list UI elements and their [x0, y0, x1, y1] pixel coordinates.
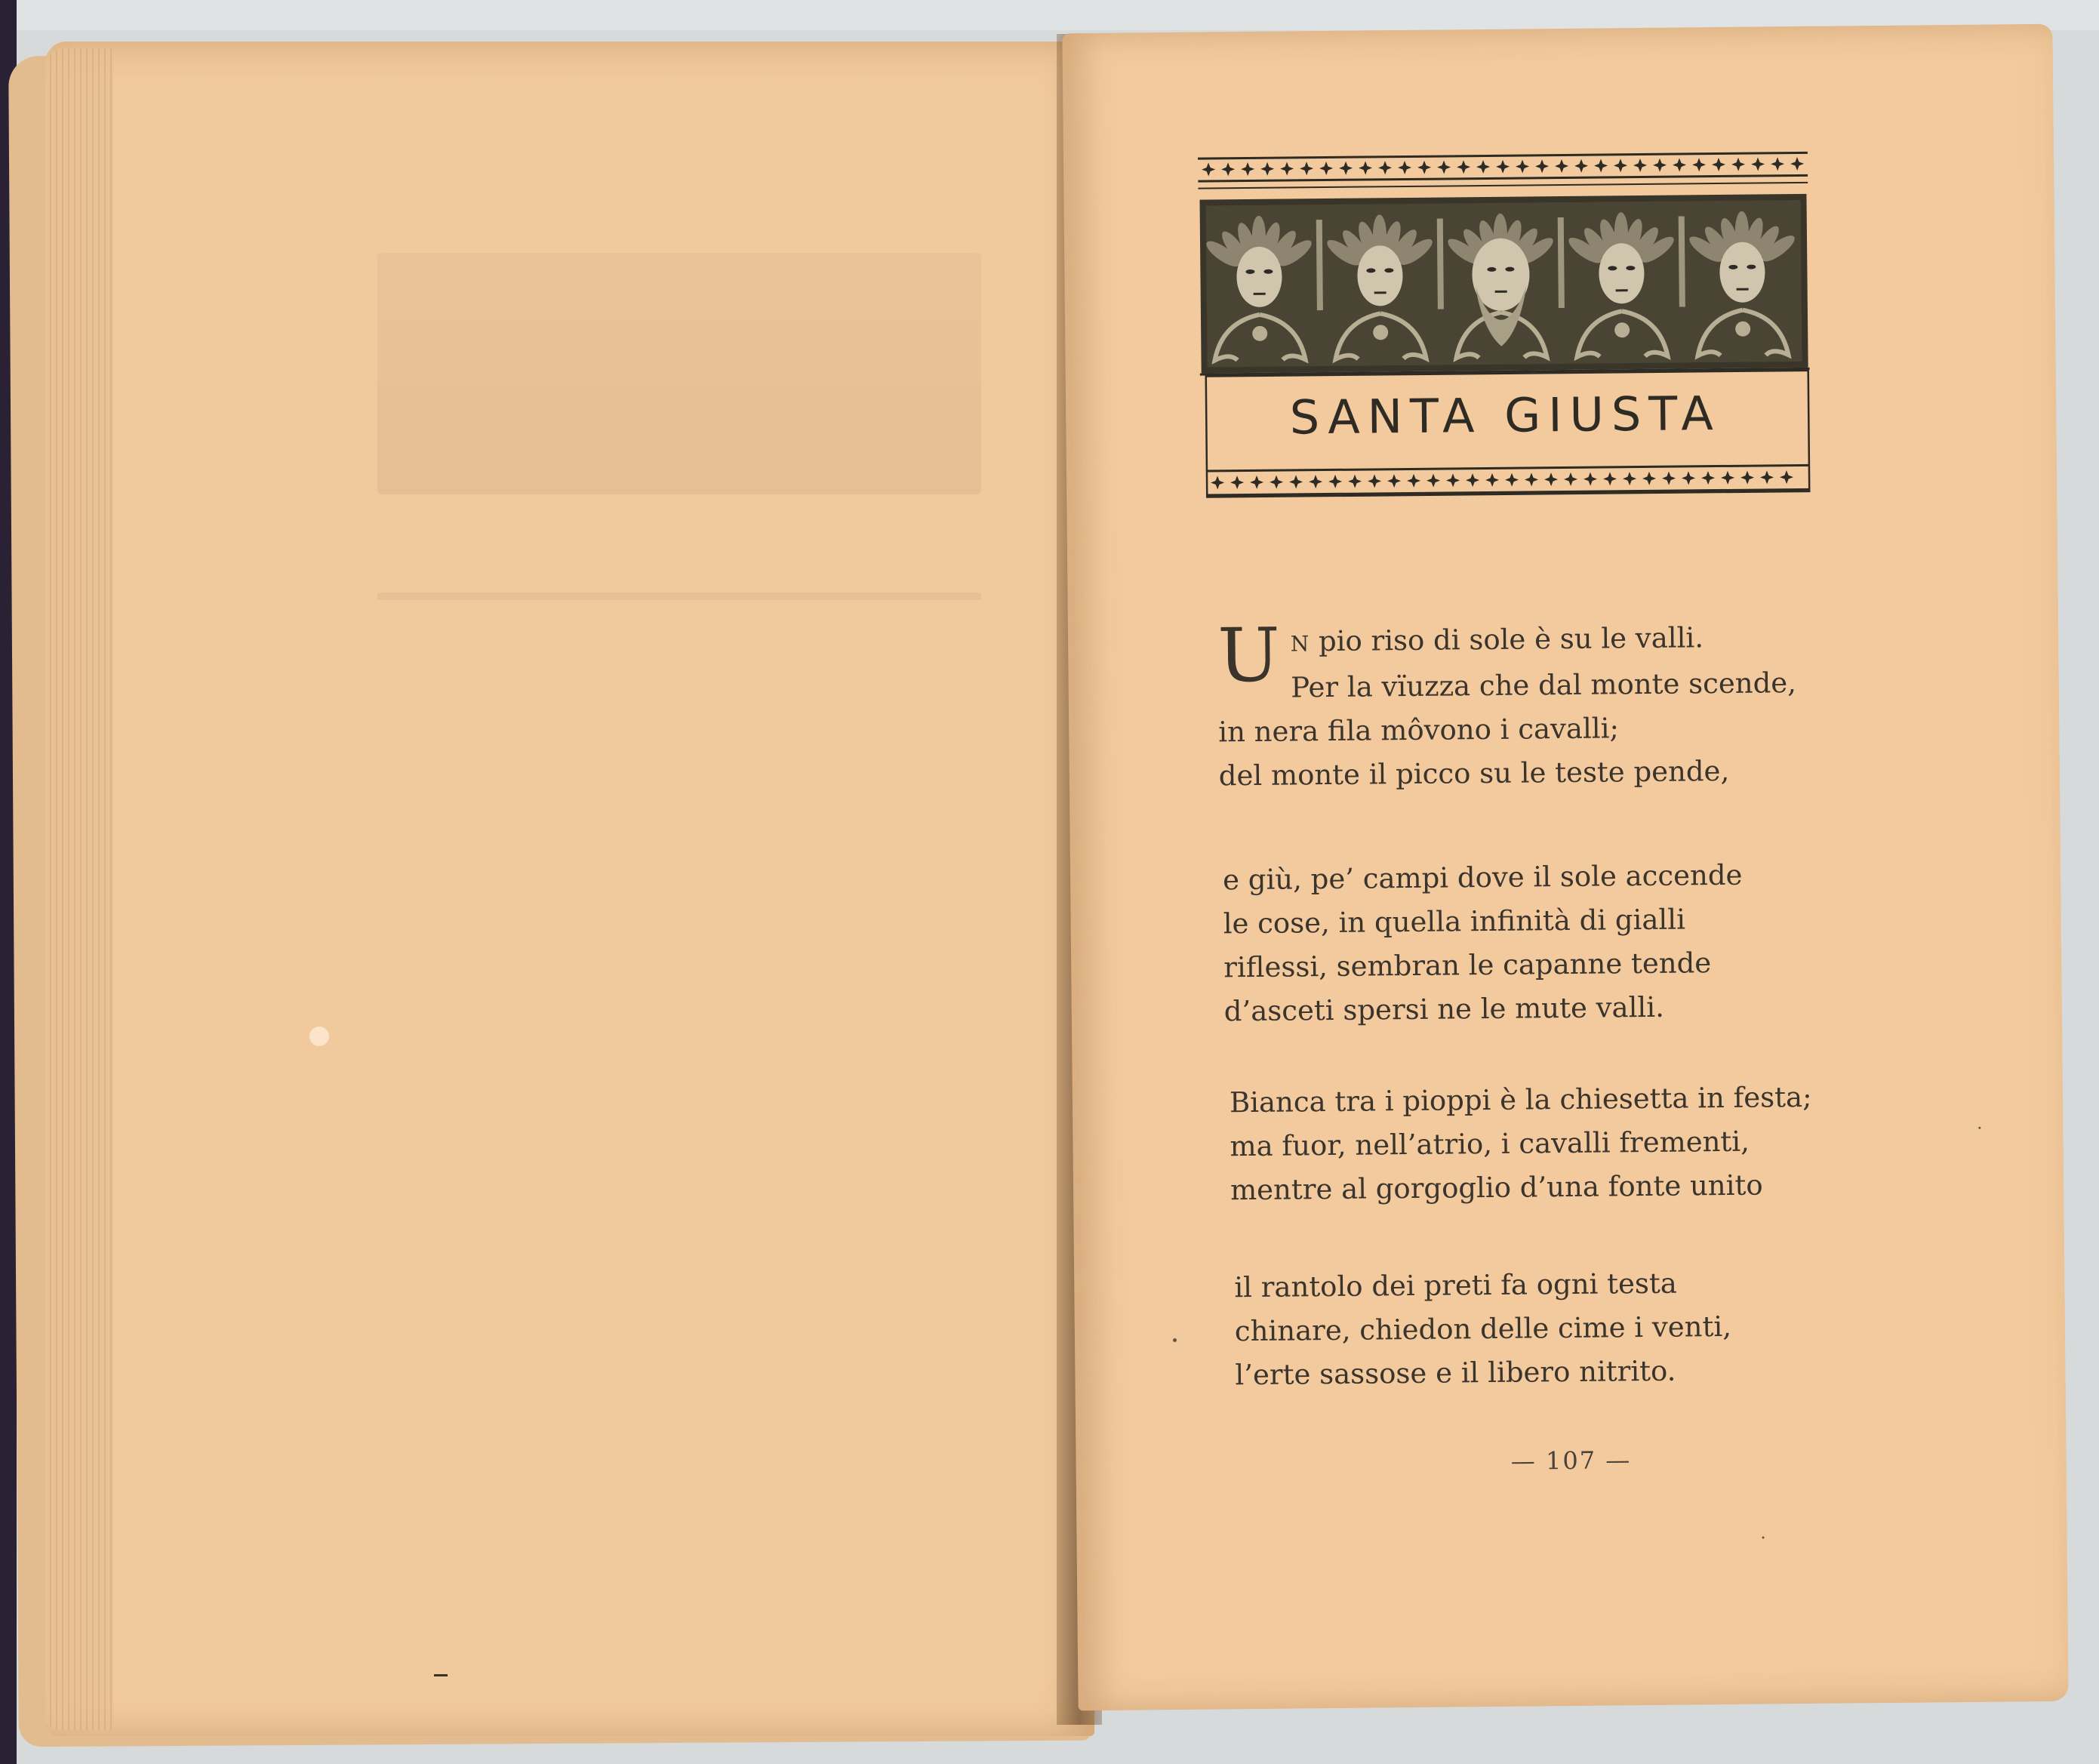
- pendant-ornament: [1679, 216, 1685, 306]
- star-ornament: [1398, 161, 1411, 174]
- star-ornament: [1241, 162, 1254, 176]
- left-page: [45, 42, 1094, 1736]
- star-ornament: [1535, 159, 1549, 173]
- headpiece-ornament-graphic: [1198, 147, 1811, 516]
- paper-speck: [1173, 1338, 1177, 1342]
- star-ornament: [1466, 473, 1479, 487]
- poem-line: e giù, pe’ campi dove il sole accende: [1222, 858, 1743, 897]
- star-ornament: [1594, 159, 1608, 172]
- star-ornament: [1712, 158, 1725, 171]
- star-ornament: [1583, 473, 1597, 486]
- poem-line: [1217, 614, 1897, 667]
- star-ornament: [1230, 476, 1244, 489]
- drop-cap: U: [1217, 612, 1281, 700]
- star-ornament: [1544, 473, 1558, 486]
- poem-line: in nera fila môvono i cavalli;: [1218, 712, 1620, 749]
- star-ornament: [1270, 476, 1283, 489]
- star-ornament: [1760, 470, 1774, 484]
- star-ornament: [1673, 158, 1686, 171]
- poem-line-text: pio riso di sole è su le valli.: [1309, 621, 1704, 658]
- pendant-ornament: [1316, 220, 1323, 310]
- star-ornament: [1525, 473, 1538, 486]
- star-ornament: [1555, 159, 1568, 173]
- star-ornament: [1221, 162, 1235, 176]
- star-ornament: [1701, 471, 1715, 485]
- star-ornament: [1280, 162, 1294, 175]
- stanza-4: [1234, 1260, 1915, 1398]
- poem-line: Bianca tra i pioppi è la chiesetta in festa;: [1229, 1080, 1812, 1119]
- star-ornament: [1319, 162, 1333, 175]
- star-ornament: [1300, 162, 1313, 175]
- poem-line: il rantolo dei preti fa ogni testa: [1234, 1267, 1678, 1304]
- poem-line: d’asceti spersi ne le mute valli.: [1223, 990, 1665, 1028]
- small-caps-text: N: [1290, 631, 1310, 657]
- star-ornament: [1574, 159, 1588, 173]
- page-stack-edge: [45, 48, 113, 1730]
- star-ornament: [1328, 475, 1342, 488]
- star-ornament: [1516, 159, 1529, 173]
- show-through-ornament: [377, 253, 981, 494]
- stanza-3: [1230, 1075, 1910, 1213]
- star-ornament: [1614, 159, 1627, 172]
- star-ornament: [1485, 473, 1499, 487]
- page-title: SANTA GIUSTA: [1289, 385, 1722, 445]
- star-ornament: [1417, 161, 1431, 174]
- poem-line: le cose, in quella infinità di gialli: [1223, 903, 1686, 940]
- star-ornament: [1348, 475, 1362, 488]
- star-ornament: [1564, 473, 1577, 486]
- star-ornament: [1427, 474, 1440, 488]
- star-ornament: [1378, 161, 1392, 174]
- right-page: [1062, 24, 2068, 1710]
- pendant-ornament: [1558, 217, 1565, 308]
- star-ornament: [1603, 472, 1617, 485]
- star-ornament: [1289, 475, 1303, 488]
- star-ornament: [1780, 470, 1793, 484]
- ornamental-headpiece: [1198, 147, 1811, 516]
- show-through-line: [377, 593, 981, 600]
- star-ornament: [1692, 158, 1706, 171]
- star-ornament: [1309, 475, 1322, 488]
- star-ornament: [1446, 473, 1460, 487]
- paper-speck: [1978, 1127, 1981, 1129]
- star-ornament: [1642, 472, 1656, 485]
- star-ornament: [1202, 162, 1215, 176]
- stanza-2: [1223, 852, 1904, 1034]
- star-ornament: [1790, 157, 1804, 171]
- poem-body: [1217, 612, 1897, 1392]
- star-ornament: [1437, 160, 1451, 174]
- poem-line: Per la vïuzza che dal monte scende,: [1291, 667, 1797, 704]
- star-ornament: [1359, 161, 1372, 174]
- star-ornament: [1751, 157, 1765, 171]
- poem-line: riflessi, sembran le capanne tende: [1223, 947, 1712, 984]
- page-number: — 107 —: [1510, 1445, 1632, 1476]
- stanza-1: [1217, 614, 1898, 799]
- star-ornament: [1250, 476, 1263, 489]
- star-ornament: [1496, 160, 1510, 174]
- star-ornament: [1623, 472, 1636, 485]
- star-ornament: [1721, 471, 1734, 485]
- star-ornament: [1260, 162, 1274, 176]
- star-ornament: [1387, 474, 1401, 488]
- star-ornament: [1682, 471, 1695, 485]
- star-ornament: [1633, 159, 1647, 172]
- poem-line: chinare, chiedon delle cime i venti,: [1234, 1310, 1732, 1348]
- star-ornament: [1368, 474, 1381, 488]
- star-ornament: [1662, 472, 1676, 485]
- star-ornament: [1505, 473, 1519, 487]
- star-ornament: [1407, 474, 1420, 488]
- poem-line: del monte il picco su le teste pende,: [1218, 754, 1730, 793]
- poem-line: ma fuor, nell’atrio, i cavalli frementi,: [1230, 1125, 1750, 1163]
- paper-stain: [309, 1027, 329, 1046]
- poem-line: l’erte sassose e il libero nitrito.: [1235, 1354, 1676, 1392]
- scan-background: [17, 0, 2099, 30]
- star-ornament: [1731, 158, 1745, 171]
- pendant-ornament: [1437, 219, 1444, 309]
- star-ornament: [1740, 471, 1754, 485]
- star-ornament: [1457, 160, 1470, 174]
- star-ornament: [1771, 157, 1784, 171]
- poem-line: mentre al gorgoglio d’una fonte unito: [1230, 1168, 1763, 1207]
- star-ornament: [1339, 162, 1353, 175]
- ink-mark: [434, 1674, 448, 1676]
- paper-speck: [1762, 1537, 1765, 1539]
- star-ornament: [1653, 159, 1667, 172]
- star-ornament: [1211, 476, 1224, 489]
- star-ornament: [1476, 160, 1490, 174]
